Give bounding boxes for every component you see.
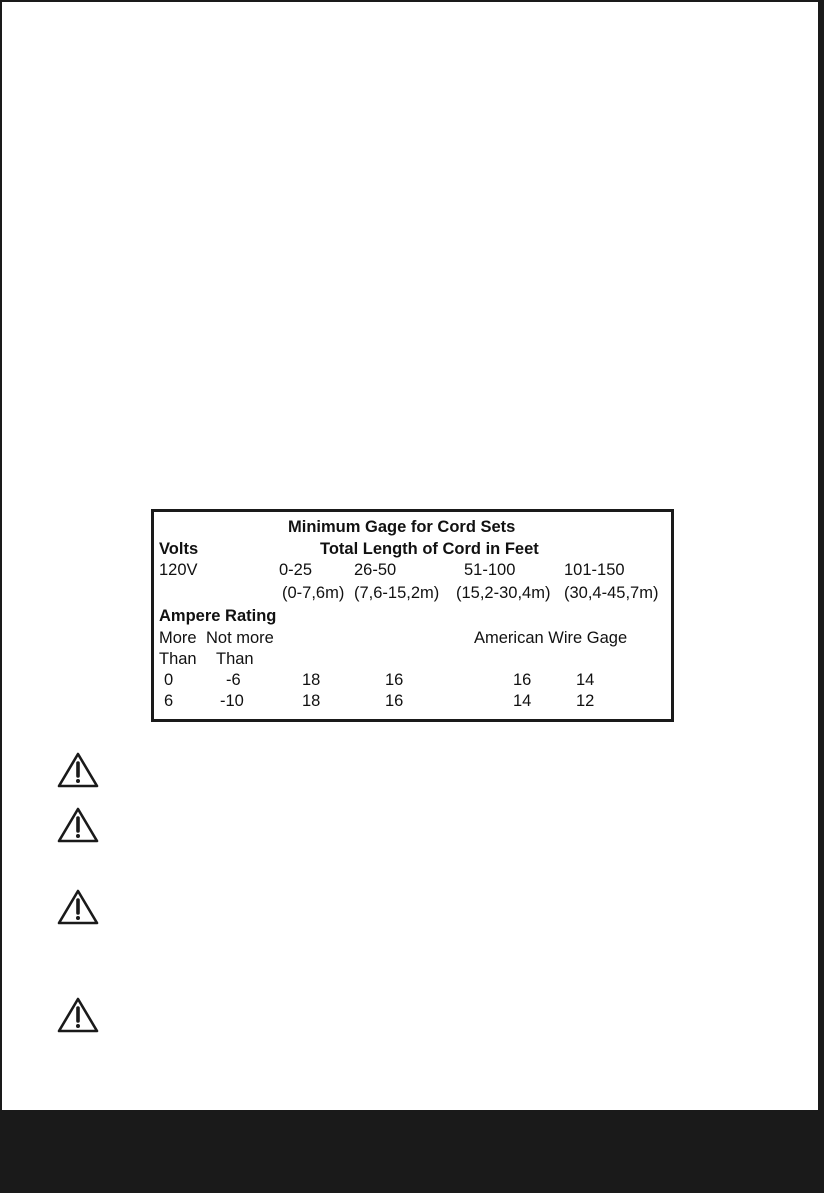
row-1-not-more: -10 [220,692,244,710]
awg-label: American Wire Gage [474,629,628,647]
table-title: Minimum Gage for Cord Sets [288,518,516,536]
right-edge-bar [818,0,824,1110]
row-0-gage-1: 18 [302,671,321,689]
row-1-gage-1: 18 [302,692,321,710]
length-ft-0: 0-25 [279,561,313,579]
row-1-gage-3: 14 [513,692,532,710]
length-m-2: (15,2-30,4m) [456,584,551,602]
length-m-0: (0-7,6m) [282,584,345,602]
not-more-label: Not more [206,629,274,647]
row-0-more: 0 [164,671,174,689]
length-m-1: (7,6-15,2m) [354,584,440,602]
length-m-3: (30,4-45,7m) [564,584,659,602]
row-1-gage-4: 12 [576,692,595,710]
warning-triangle-icon [56,888,100,926]
warning-triangle-icon [56,751,100,789]
row-0-not-more: -6 [226,671,241,689]
volts-value: 120V [159,561,198,579]
than-label-2: Than [216,650,254,668]
length-ft-1: 26-50 [354,561,397,579]
length-ft-2: 51-100 [464,561,516,579]
length-ft-3: 101-150 [564,561,625,579]
warning-triangle-icon [56,996,100,1034]
cord-gage-table [151,509,674,722]
length-label: Total Length of Cord in Feet [320,540,539,558]
row-0-gage-3: 16 [513,671,532,689]
warning-triangle-icon [56,806,100,844]
footer-band [0,1110,824,1193]
row-1-more: 6 [164,692,174,710]
than-label-1: Than [159,650,197,668]
volts-label: Volts [159,540,199,558]
row-0-gage-2: 16 [385,671,404,689]
row-0-gage-4: 14 [576,671,595,689]
more-label: More [159,629,197,647]
row-1-gage-2: 16 [385,692,404,710]
ampere-label: Ampere Rating [159,607,277,625]
